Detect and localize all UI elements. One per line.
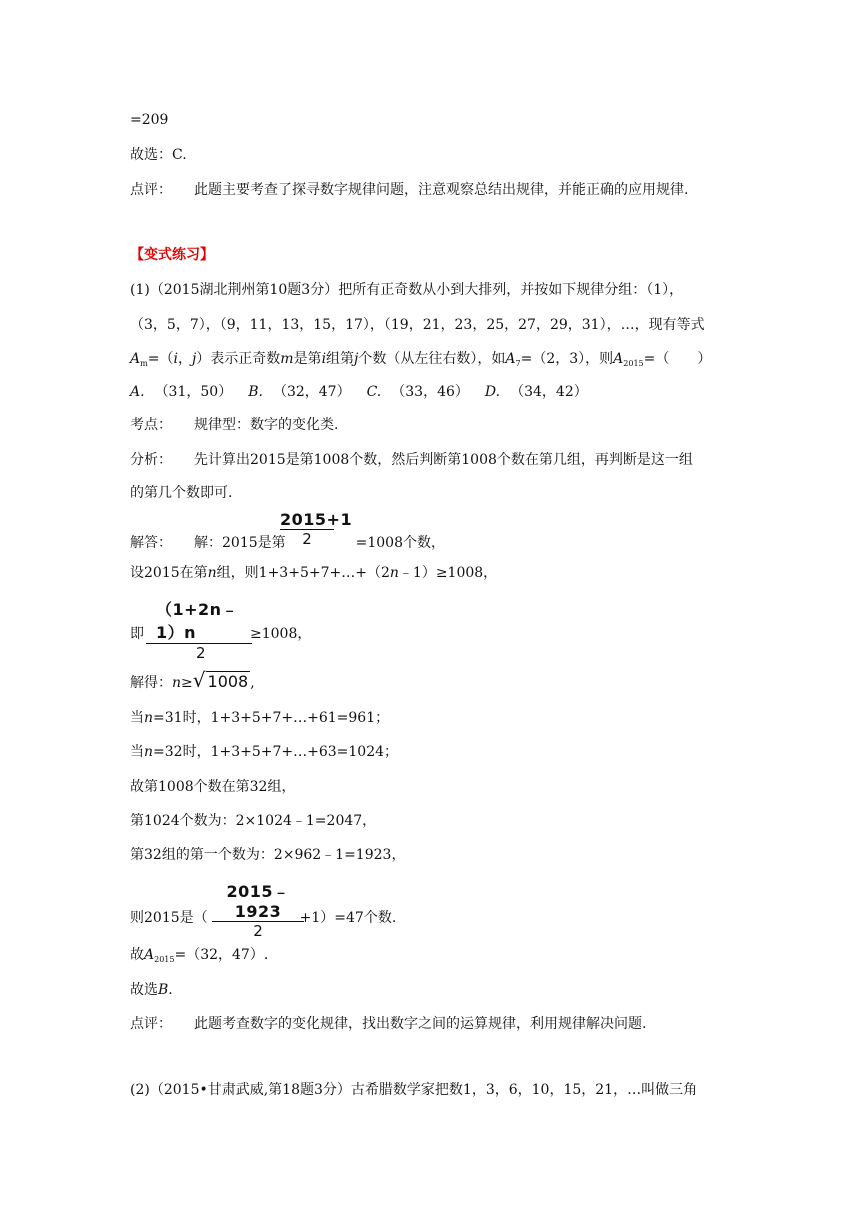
q1-step-6: 故第1008个数在第32组， <box>130 779 296 795</box>
comment-label: 点评： <box>130 182 172 198</box>
fraction-1-numerator: 2015+1 <box>280 510 353 529</box>
q1-step-10: 故$A_{2015}=(32$，47）. <box>130 947 269 964</box>
q2-number: (2) <box>130 1082 150 1098</box>
q1-jieda-line: 解答： 解：2015是第 =1008个数， <box>130 535 445 551</box>
option-a-value: （31，50） <box>154 384 233 400</box>
option-c-value: （33，46） <box>391 384 469 400</box>
q1-step-5: 当n=32时，1+3+5+7+…+63=1024； <box>130 744 399 760</box>
q1-options <box>130 382 588 402</box>
q1-fenxi-2: 的第几个数即可. <box>130 485 233 501</box>
q1-step-4: 当n=31时，1+3+5+7+…+61=961； <box>130 710 390 726</box>
option-b-value: （32，47） <box>272 384 351 400</box>
q2-source: （2015•甘肃武威,第18题3分） <box>149 1082 351 1098</box>
prev-choice-line: 故选：C. <box>130 147 187 163</box>
prev-result-line: =209 <box>130 112 169 128</box>
fraction-3-numerator: 2015﹣1923 <box>226 882 290 921</box>
option-c-letter: C. <box>366 384 382 400</box>
q1-step-8: 第32组的第一个数为：2×962﹣1=1923， <box>130 847 406 863</box>
q1-step-1: 设2015在第n组，则1+3+5+7+…+（2n﹣1）≥1008， <box>130 565 498 581</box>
q1-step-11: 故选B. <box>130 982 173 998</box>
q1-line-3: $A_m=(i$，j）表示正奇数m是第i组第j个数（从左往右数），如$A_7=(2$，3），则$A_{2015}=$（ ） <box>130 351 712 368</box>
option-a-letter: A. <box>130 384 145 400</box>
q1-line-1: (1)（2015湖北荆州第10题3分）把所有正奇数从小到大排列，并按如下规律分组：（1）， <box>130 282 684 298</box>
q1-comment: 点评： 此题考查数字的变化规律，找出数字之间的运算规律，利用规律解决问题. <box>130 1016 647 1032</box>
fraction-3-denominator: 2 <box>212 921 304 940</box>
prev-comment-line <box>130 180 688 200</box>
q1-step-2: 即 ≥1008， <box>130 626 312 642</box>
q1-step-3: 解得：n≥√ 1008 , <box>130 668 255 692</box>
section-title: 【变式练习】 <box>130 247 214 263</box>
q2-line-1: (2)（2015•甘肃武威,第18题3分）古希腊数学家把数1，3，6，10，15，21，…叫做三角 <box>130 1082 698 1098</box>
q1-fenxi-1: 分析： 先计算出2015是第1008个数，然后判断第1008个数在第几组，再判断是这一组 <box>130 452 693 468</box>
q1-source: （2015湖北荆州第10题3分） <box>149 282 339 298</box>
fraction-1-denominator: 2 <box>280 529 334 548</box>
fraction-2-numerator: （1+2n﹣1）n <box>156 600 239 642</box>
sqrt-icon: √ <box>192 668 206 692</box>
sqrt-radicand: 1008 <box>207 672 249 691</box>
q1-number: (1) <box>130 282 150 298</box>
q1-line-2: （3，5，7），（9，11，13，15，17），（19，21，23，25，27，29，31），…，现有等式 <box>130 317 705 333</box>
option-d-value: （34，42） <box>510 384 588 400</box>
q1-step-9: 则2015是（ +1）=47个数. <box>130 910 397 926</box>
option-b-letter: B. <box>248 384 263 400</box>
fraction-2-denominator: 2 <box>146 643 252 662</box>
option-d-letter: D. <box>484 384 501 400</box>
q1-kaodian: 考点： 规律型：数字的变化类. <box>130 417 339 433</box>
q1-step-7: 第1024个数为：2×1024﹣1=2047， <box>130 813 377 829</box>
comment-text: 此题主要考查了探寻数字规律问题，注意观察总结出规律，并能正确的应用规律. <box>194 182 689 198</box>
